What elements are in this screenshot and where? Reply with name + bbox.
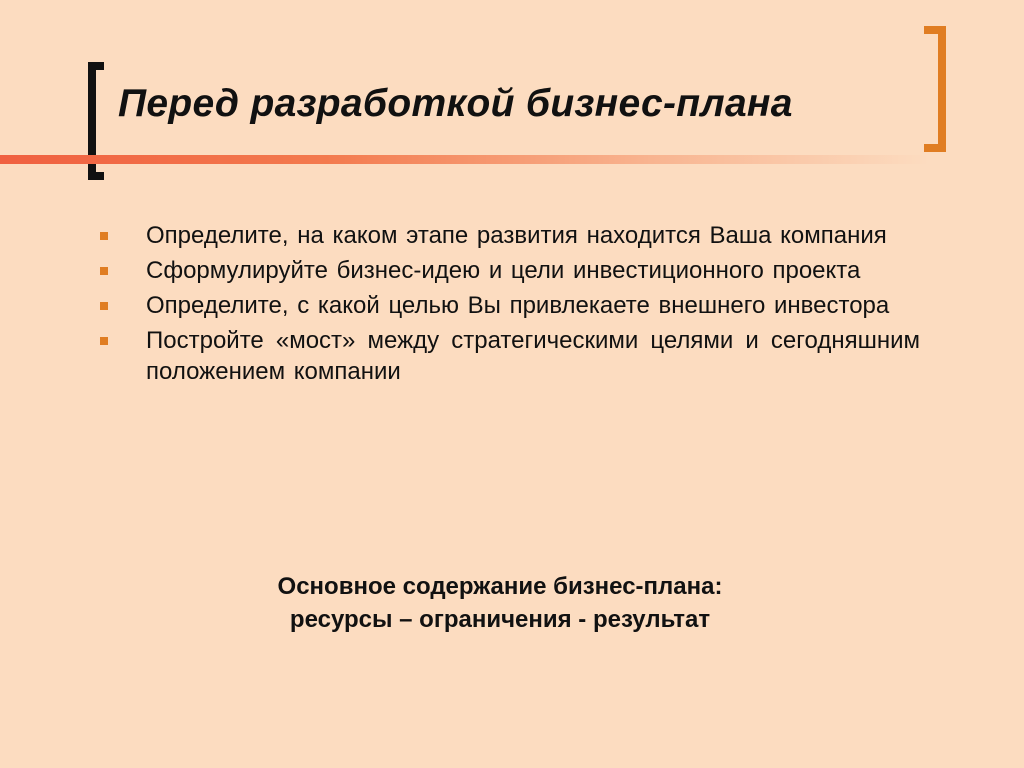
summary-block xyxy=(180,570,820,636)
summary-line-2: ресурсы – ограничения - результат xyxy=(289,606,711,633)
bullet-text: Определите, с какой целью Вы привлекаете внешнего инвестора xyxy=(146,292,890,319)
right-bracket-decoration xyxy=(924,26,946,152)
square-bullet-icon xyxy=(100,232,108,240)
square-bullet-icon xyxy=(100,267,108,275)
summary-line-1: Основное содержание бизнес-плана: xyxy=(277,573,723,600)
bullet-text: Постройте «мост» между стратегическими целями и сегодняшним положением компании xyxy=(146,327,920,385)
bullet-item xyxy=(100,325,920,387)
bullet-text: Сформулируйте бизнес-идею и цели инвестиционного проекта xyxy=(146,257,861,284)
bullet-item xyxy=(100,290,920,321)
bullet-item xyxy=(100,255,920,286)
bullet-list xyxy=(100,220,920,391)
square-bullet-icon xyxy=(100,337,108,345)
slide-title: Перед разработкой бизнес-плана xyxy=(118,82,793,125)
bullet-item xyxy=(100,220,920,251)
square-bullet-icon xyxy=(100,302,108,310)
title-underline-bar xyxy=(0,155,930,164)
bullet-text: Определите, на каком этапе развития находится Ваша компания xyxy=(146,222,887,249)
